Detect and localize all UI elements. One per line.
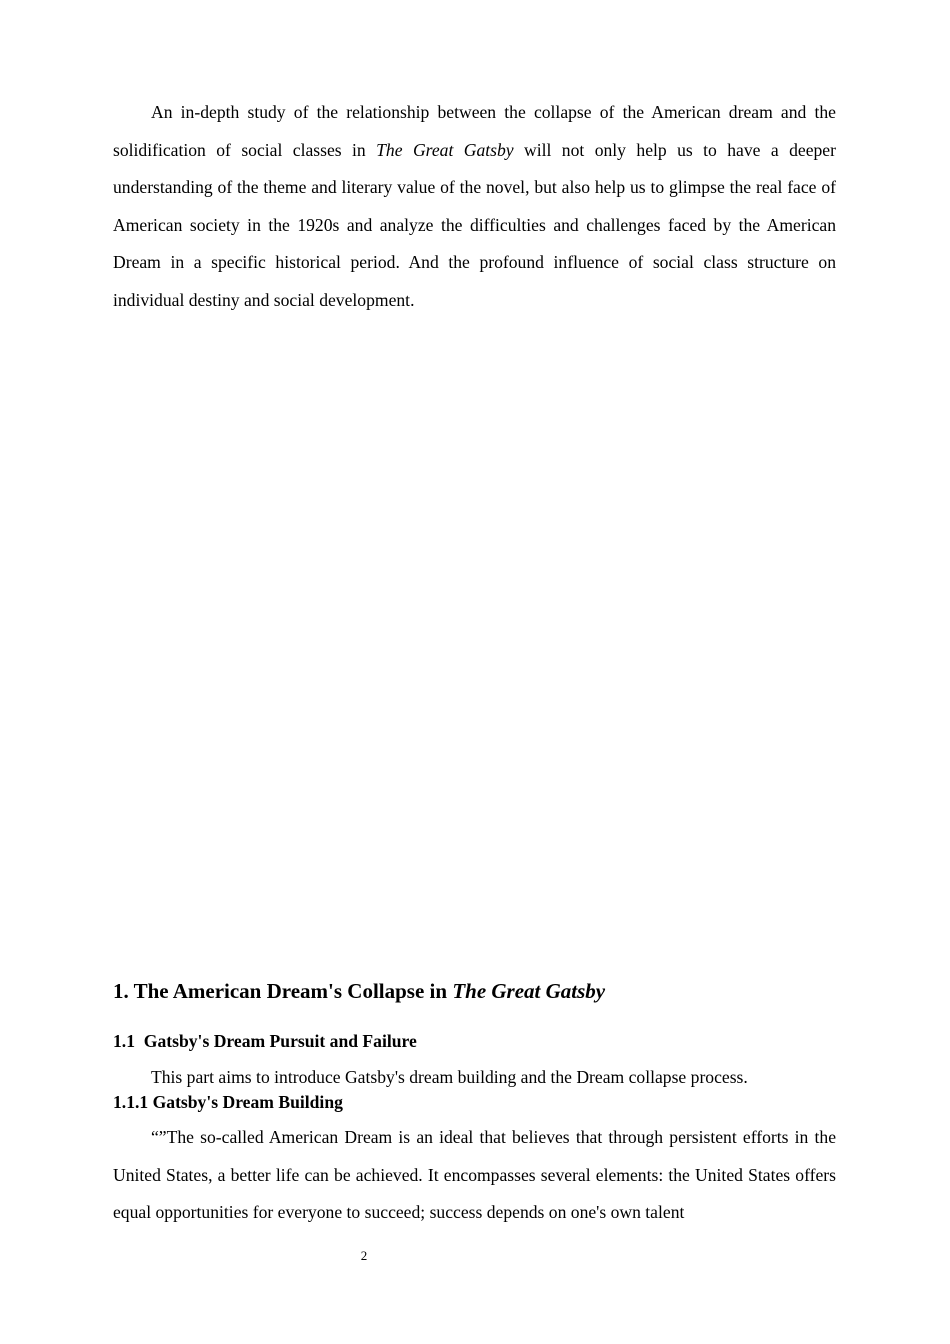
novel-title: The Great Gatsby — [376, 139, 514, 160]
section-heading-1-1-1: 1.1.1 Gatsby's Dream Building — [113, 1092, 343, 1112]
dream-paragraph: “”The so-called American Dream is an ideal that believes that through persistent efforts in the United States, a better life can be achieved. It encompasses several elements: the United States offers equal opportunities for everyone to succeed; success depends on one's own talent — [113, 1127, 836, 1222]
section-heading-1-1: 1.1 Gatsby's Dream Pursuit and Failure — [113, 1031, 417, 1051]
intro-text-after: will not only help us to have a deeper understanding of the theme and literary value of the novel, but also help us to glimpse the real face of American society in the 1920s and analyze the difficulties and challenges faced by the American Dream in a specific historical period. And the profound influence of social class structure on individual destiny and social development. — [113, 139, 836, 310]
section-heading-1: 1. The American Dream's Collapse in The Great Gatsby — [113, 979, 606, 1003]
page-number: 2 — [360, 1248, 368, 1263]
section-heading-title: The Great Gatsby — [452, 979, 606, 1003]
intro-paragraph — [113, 94, 836, 319]
section-1-1-intro: This part aims to introduce Gatsby's dream building and the Dream collapse process. — [151, 1067, 748, 1087]
intro-text-before: An in-depth study of the relationship between the collapse of the American dream and the solidification of social classes in — [113, 102, 836, 160]
